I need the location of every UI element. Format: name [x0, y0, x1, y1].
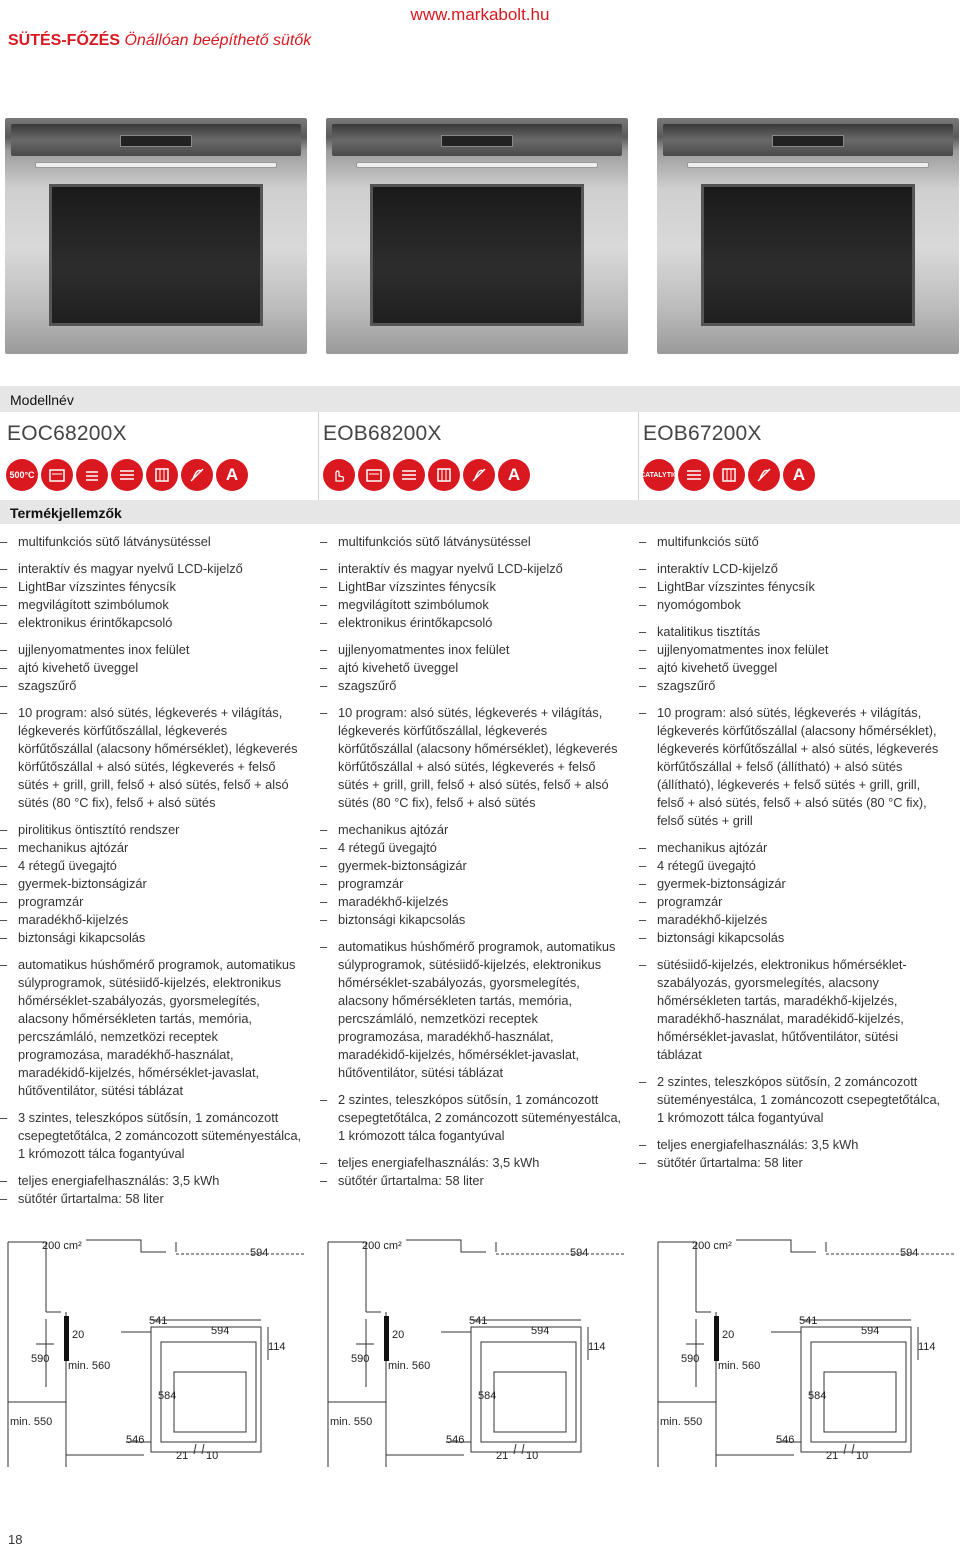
dimension-label: 20: [392, 1329, 405, 1341]
energy-class-icon: A: [498, 459, 530, 491]
feature-item: – 10 program: alsó sütés, légkeverés + világítás, légkeverés körfűtőszállal, légkeverés körfűtőszállal (alacsony hőmérséklet), légkeverés körfűtőszállal + alsó sütés, légkeverés + felső sütés + grill, grill, felső + alsó sütés, felső + alsó sütés (80 °C fix), felső + alsó sütés: [0, 704, 302, 812]
feature-item: – 2 szintes, teleszkópos sütősín, 1 zománcozott csepegtetőtálca, 2 zománcozott süteményestálca, 1 krómozott tálca fogantyúval: [320, 1091, 622, 1145]
feature-item: – gyermek-biztonságizár: [320, 857, 622, 875]
feature-item: – gyermek-biztonságizár: [0, 875, 302, 893]
energy-class-icon: A: [216, 459, 248, 491]
feature-item: – 4 rétegű üvegajtó: [0, 857, 302, 875]
feature-item: – teljes energiafelhasználás: 3,5 kWh: [320, 1154, 622, 1172]
shelf-icon: [428, 459, 460, 491]
model-name-label: Modellnév: [10, 392, 74, 408]
oven-image-3: [657, 118, 959, 354]
features-label: Termékjellemzők: [10, 505, 122, 521]
feature-item: – multifunkciós sütő: [639, 533, 941, 551]
feature-item: – ujjlenyomatmentes inox felület: [320, 641, 622, 659]
feature-item: – teljes energiafelhasználás: 3,5 kWh: [639, 1136, 941, 1154]
dimension-label: 546: [776, 1434, 795, 1446]
feature-item: – szagszűrő: [0, 677, 302, 695]
energy-class-icon: A: [783, 459, 815, 491]
feature-item: – elektronikus érintőkapcsoló: [0, 614, 302, 632]
dimension-label: 200 cm²: [692, 1240, 732, 1252]
dimension-label: 594: [861, 1325, 880, 1337]
feature-group: [320, 1154, 622, 1190]
shelf-icon: [146, 459, 178, 491]
dimension-label: 20: [722, 1329, 735, 1341]
dimension-label: 10: [526, 1450, 539, 1462]
feature-item: – LightBar vízszintes fénycsík: [639, 578, 941, 596]
dimension-label: 584: [478, 1390, 497, 1402]
dimension-label: 594: [211, 1325, 230, 1337]
feature-group: [639, 1073, 941, 1127]
feature-item: – 3 szintes, teleszkópos sütősín, 1 zománcozott csepegtetőtálca, 2 zománcozott süteményestálca, 1 krómozott tálca fogantyúval: [0, 1109, 302, 1163]
feature-item: – pirolitikus öntisztító rendszer: [0, 821, 302, 839]
feature-group: [0, 1109, 302, 1163]
feature-item: – automatikus húshőmérő programok, automatikus súlyprogramok, sütésiidő-kijelzés, elektronikus hőmérséklet-szabályozás, gyorsmelegítés, alacsony hőmérsékleten tartás, memória, percszámláló, nemzetközi receptek programozása, maradékhő-használat, maradékidő-kijelzés, hőmérséklet-javaslat, hűtőventilátor, sütési táblázat: [320, 938, 622, 1082]
feature-group: [639, 533, 941, 551]
feature-item: – maradékhő-kijelzés: [0, 911, 302, 929]
feature-item: – sütőtér űrtartalma: 58 liter: [0, 1190, 302, 1208]
touch-control-icon: [323, 459, 355, 491]
feature-item: – szagszűrő: [639, 677, 941, 695]
feature-icons-2: [323, 459, 530, 491]
feature-item: – multifunkciós sütő látványsütéssel: [0, 533, 302, 551]
feature-item: – 10 program: alsó sütés, légkeverés + világítás, légkeverés körfűtőszállal, légkeverés körfűtőszállal (alacsony hőmérséklet), légkeverés körfűtőszállal + alsó sütés, légkeverés + felső sütés + grill, grill, felső + alsó sütés, felső + alsó sütés (80 °C fix), felső + alsó sütés: [320, 704, 622, 812]
feature-item: – sütésiidő-kijelzés, elektronikus hőmérséklet-szabályozás, gyorsmelegítés, alacsony hőmérsékleten tartás, maradékhő-kijelzés, maradékhő-használat, maradékidő-kijelzés, hőmérséklet-javaslat, hűtőventilátor, sütési táblázat: [639, 956, 941, 1064]
temperature-500-icon: 500°C: [6, 459, 38, 491]
model-name-2: EOB68200X: [323, 422, 442, 445]
feature-group: [320, 533, 622, 551]
feature-item: – biztonsági kikapcsolás: [0, 929, 302, 947]
dimension-label: 10: [206, 1450, 219, 1462]
feature-item: – 4 rétegű üvegajtó: [320, 839, 622, 857]
section-title: SÜTÉS-FŐZÉS: [8, 32, 121, 49]
model-name-1: EOC68200X: [7, 422, 127, 445]
lightbar-icon: [111, 459, 143, 491]
dimension-label: min. 560: [718, 1360, 761, 1372]
feature-group: [639, 704, 941, 830]
dimension-label: 594: [531, 1325, 550, 1337]
feature-item: – sütőtér űrtartalma: 58 liter: [320, 1172, 622, 1190]
feature-item: – gyermek-biztonságizár: [639, 875, 941, 893]
catalytic-icon: CATALYTIC: [643, 459, 675, 491]
feature-item: – ajtó kivehető üveggel: [320, 659, 622, 677]
dimension-label: 114: [268, 1341, 286, 1353]
feature-list-3: [639, 533, 941, 1181]
feature-item: – ujjlenyomatmentes inox felület: [639, 641, 941, 659]
dimension-label: 114: [588, 1341, 606, 1353]
feature-item: – nyomógombok: [639, 596, 941, 614]
installation-diagram-3: [656, 1232, 960, 1467]
feature-group: [320, 560, 622, 632]
feature-group: [639, 560, 941, 614]
dimension-label: 200 cm²: [42, 1240, 82, 1252]
dimension-label: min. 550: [660, 1416, 703, 1428]
feature-icons-3: [640, 459, 815, 491]
feature-item: – LightBar vízszintes fénycsík: [320, 578, 622, 596]
feature-item: – mechanikus ajtózár: [320, 821, 622, 839]
feature-item: – mechanikus ajtózár: [639, 839, 941, 857]
section-subtitle: Önállóan beépíthető sütők: [124, 32, 312, 49]
feature-item: – teljes energiafelhasználás: 3,5 kWh: [0, 1172, 302, 1190]
dimension-label: 541: [799, 1315, 818, 1327]
feature-group: [639, 839, 941, 947]
feature-group: [0, 956, 302, 1100]
dimension-label: min. 560: [68, 1360, 111, 1372]
dimension-label: 21: [176, 1450, 189, 1462]
feature-item: – maradékhő-kijelzés: [320, 893, 622, 911]
feature-group: [0, 560, 302, 632]
feature-list-2: [320, 533, 622, 1199]
dimension-label: 541: [149, 1315, 168, 1327]
crossed-icon: [748, 459, 780, 491]
feature-item: – interaktív és magyar nyelvű LCD-kijelző: [320, 560, 622, 578]
column-divider: [638, 412, 639, 500]
dimension-label: min. 560: [388, 1360, 431, 1372]
column-divider: [318, 412, 319, 500]
feature-group: [639, 956, 941, 1064]
feature-group: [320, 938, 622, 1082]
feature-item: – maradékhő-kijelzés: [639, 911, 941, 929]
oven-image-1: [5, 118, 307, 354]
dimension-label: 584: [808, 1390, 827, 1402]
page-heading: [8, 32, 311, 50]
feature-item: – biztonsági kikapcsolás: [320, 911, 622, 929]
feature-group: [0, 533, 302, 551]
feature-item: – sütőtér űrtartalma: 58 liter: [639, 1154, 941, 1172]
oven-image-2: [326, 118, 628, 354]
dimension-label: 541: [469, 1315, 488, 1327]
feature-item: – ajtó kivehető üveggel: [639, 659, 941, 677]
cooking-mode-icon: [358, 459, 390, 491]
feature-group: [639, 623, 941, 695]
feature-item: – interaktív LCD-kijelző: [639, 560, 941, 578]
feature-item: – 10 program: alsó sütés, légkeverés + világítás, légkeverés körfűtőszállal (alacsony hőmérséklet), légkeverés körfűtőszállal + alsó sütés, légkeverés körfűtőszállal + felső (állítható) + alsó sütés (állítható), légkeverés + felső sütés + grill, grill, felső + alsó sütés, felső + alsó sütés (80 °C fix), felső sütés + grill: [639, 704, 941, 830]
dimension-label: 21: [496, 1450, 509, 1462]
feature-item: – megvilágított szimbólumok: [320, 596, 622, 614]
shelf-icon: [713, 459, 745, 491]
dimension-label: 594: [570, 1247, 589, 1259]
dimension-label: 590: [681, 1353, 700, 1365]
dimension-label: 594: [900, 1247, 919, 1259]
features-bar: [0, 500, 960, 524]
feature-group: [0, 704, 302, 812]
dimension-label: 10: [856, 1450, 869, 1462]
installation-diagram-1: [6, 1232, 310, 1467]
feature-item: – programzár: [0, 893, 302, 911]
feature-item: – 2 szintes, teleszkópos sütősín, 2 zománcozott süteményestálca, 1 zománcozott csepegtetőtálca, 1 krómozott tálca fogantyúval: [639, 1073, 941, 1127]
feature-item: – 4 rétegű üvegajtó: [639, 857, 941, 875]
feature-group: [320, 641, 622, 695]
feature-item: – megvilágított szimbólumok: [0, 596, 302, 614]
feature-item: – biztonsági kikapcsolás: [639, 929, 941, 947]
dimension-label: 546: [126, 1434, 145, 1446]
feature-group: [639, 1136, 941, 1172]
installation-diagram-2: [326, 1232, 630, 1467]
crossed-icon: [181, 459, 213, 491]
feature-item: – automatikus húshőmérő programok, automatikus súlyprogramok, sütésiidő-kijelzés, elektronikus hőmérséklet-szabályozás, gyorsmelegítés, alacsony hőmérsékleten tartás, memória, percszámláló, nemzetközi receptek programozása, maradékhő-használat, maradékidő-kijelzés, hőmérséklet-javaslat, hűtőventilátor, sütési táblázat: [0, 956, 302, 1100]
feature-list-1: [0, 533, 302, 1217]
feature-item: – mechanikus ajtózár: [0, 839, 302, 857]
dimension-label: 546: [446, 1434, 465, 1446]
feature-item: – katalitikus tisztítás: [639, 623, 941, 641]
dimension-label: 594: [250, 1247, 269, 1259]
feature-group: [320, 821, 622, 929]
feature-item: – ajtó kivehető üveggel: [0, 659, 302, 677]
lightbar-icon: [393, 459, 425, 491]
crossed-icon: [463, 459, 495, 491]
cooking-mode-icon: [41, 459, 73, 491]
dimension-label: 584: [158, 1390, 177, 1402]
model-name-3: EOB67200X: [643, 422, 762, 445]
lightbar-icon: [678, 459, 710, 491]
feature-group: [320, 1091, 622, 1145]
feature-item: – multifunkciós sütő látványsütéssel: [320, 533, 622, 551]
feature-icons-1: [6, 459, 248, 491]
dimension-label: 590: [351, 1353, 370, 1365]
pyrolytic-clean-icon: [76, 459, 108, 491]
model-name-bar: [0, 386, 960, 412]
dimension-label: 590: [31, 1353, 50, 1365]
feature-group: [0, 1172, 302, 1208]
feature-group: [320, 704, 622, 812]
feature-item: – programzár: [639, 893, 941, 911]
dimension-label: min. 550: [10, 1416, 53, 1428]
feature-group: [0, 641, 302, 695]
dimension-label: min. 550: [330, 1416, 373, 1428]
feature-item: – szagszűrő: [320, 677, 622, 695]
feature-item: – ujjlenyomatmentes inox felület: [0, 641, 302, 659]
feature-item: – programzár: [320, 875, 622, 893]
dimension-label: 114: [918, 1341, 936, 1353]
page-number: 18: [8, 1532, 23, 1547]
feature-item: – interaktív és magyar nyelvű LCD-kijelző: [0, 560, 302, 578]
feature-item: – elektronikus érintőkapcsoló: [320, 614, 622, 632]
feature-group: [0, 821, 302, 947]
dimension-label: 21: [826, 1450, 839, 1462]
feature-item: – LightBar vízszintes fénycsík: [0, 578, 302, 596]
dimension-label: 20: [72, 1329, 85, 1341]
site-url[interactable]: www.markabolt.hu: [410, 5, 550, 24]
dimension-label: 200 cm²: [362, 1240, 402, 1252]
